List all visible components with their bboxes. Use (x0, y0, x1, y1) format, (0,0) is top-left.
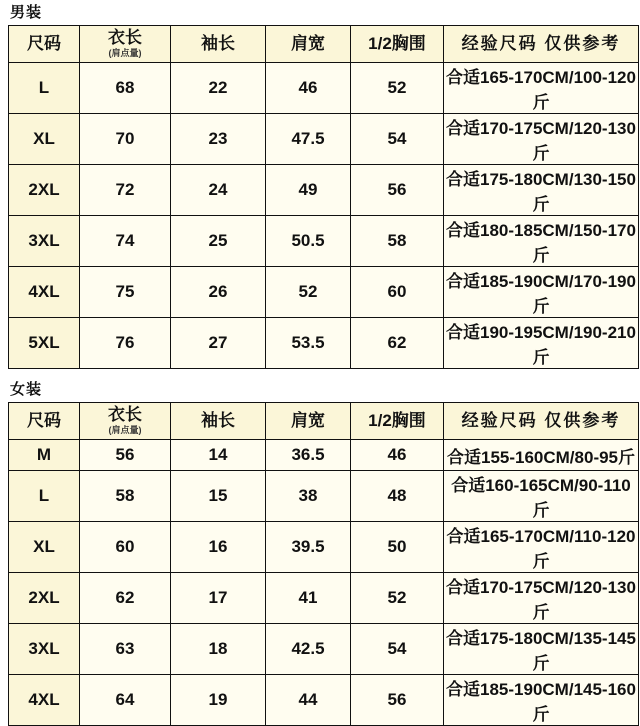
table-row (9, 63, 639, 114)
table-header-row (9, 403, 639, 440)
cell-size: L (9, 471, 80, 522)
column-header-length (80, 403, 171, 440)
column-header-sleeve-label: 袖长 (201, 410, 235, 430)
table-header-row (9, 26, 639, 63)
cell-sleeve: 26 (171, 267, 266, 318)
cell-note: 合适190-195CM/190-210斤 (444, 318, 639, 369)
table-row (9, 675, 639, 726)
table-row (9, 522, 639, 573)
cell-size: XL (9, 522, 80, 573)
cell-sleeve: 25 (171, 216, 266, 267)
cell-sleeve: 23 (171, 114, 266, 165)
cell-shoulder: 36.5 (266, 440, 351, 471)
table-body (9, 63, 639, 369)
cell-chest: 54 (351, 624, 444, 675)
cell-length: 60 (80, 522, 171, 573)
column-header-length-sub: (肩点量) (108, 47, 142, 58)
cell-chest: 52 (351, 63, 444, 114)
column-header-length (80, 26, 171, 63)
size-table-womens (8, 402, 639, 726)
cell-note: 合适175-180CM/135-145斤 (444, 624, 639, 675)
cell-chest: 60 (351, 267, 444, 318)
table-head (9, 403, 639, 440)
cell-length: 56 (80, 440, 171, 471)
cell-shoulder: 39.5 (266, 522, 351, 573)
cell-note: 合适165-170CM/110-120斤 (444, 522, 639, 573)
table-row (9, 440, 639, 471)
table-row (9, 114, 639, 165)
table-head (9, 26, 639, 63)
table-body (9, 440, 639, 726)
column-header-sleeve (171, 26, 266, 63)
column-header-sleeve (171, 403, 266, 440)
column-header-shoulder-label: 肩宽 (291, 33, 325, 53)
cell-note: 合适180-185CM/150-170斤 (444, 216, 639, 267)
cell-note: 合适155-160CM/80-95斤 (444, 440, 639, 471)
cell-size: L (9, 63, 80, 114)
cell-chest: 54 (351, 114, 444, 165)
cell-length: 58 (80, 471, 171, 522)
column-header-shoulder (266, 26, 351, 63)
section-title-womens: 女装 (10, 381, 43, 398)
section-divider (0, 369, 640, 377)
cell-chest: 52 (351, 573, 444, 624)
column-header-length-label: 衣长 (108, 405, 142, 425)
cell-sleeve: 15 (171, 471, 266, 522)
column-header-shoulder (266, 403, 351, 440)
cell-sleeve: 22 (171, 63, 266, 114)
cell-length: 63 (80, 624, 171, 675)
column-header-note (444, 26, 639, 63)
column-header-size-label: 尺码 (27, 410, 61, 430)
cell-chest: 50 (351, 522, 444, 573)
cell-note: 合适165-170CM/100-120斤 (444, 63, 639, 114)
cell-shoulder: 44 (266, 675, 351, 726)
column-header-chest (351, 403, 444, 440)
cell-sleeve: 16 (171, 522, 266, 573)
cell-size: 2XL (9, 573, 80, 624)
cell-shoulder: 47.5 (266, 114, 351, 165)
cell-sleeve: 27 (171, 318, 266, 369)
column-header-chest (351, 26, 444, 63)
column-header-shoulder-label: 肩宽 (291, 410, 325, 430)
cell-length: 64 (80, 675, 171, 726)
column-header-length-sub: (肩点量) (108, 424, 142, 435)
cell-length: 74 (80, 216, 171, 267)
cell-length: 76 (80, 318, 171, 369)
cell-sleeve: 18 (171, 624, 266, 675)
cell-length: 70 (80, 114, 171, 165)
table-row (9, 216, 639, 267)
cell-length: 75 (80, 267, 171, 318)
cell-note: 合适185-190CM/170-190斤 (444, 267, 639, 318)
cell-size: 4XL (9, 675, 80, 726)
column-header-note (444, 403, 639, 440)
cell-sleeve: 19 (171, 675, 266, 726)
cell-shoulder: 38 (266, 471, 351, 522)
column-header-chest-label: 1/2胸围 (368, 33, 426, 53)
column-header-size (9, 403, 80, 440)
cell-chest: 56 (351, 675, 444, 726)
column-header-size (9, 26, 80, 63)
cell-note: 合适175-180CM/130-150斤 (444, 165, 639, 216)
cell-size: 3XL (9, 216, 80, 267)
cell-size: 5XL (9, 318, 80, 369)
column-header-chest-label: 1/2胸围 (368, 410, 426, 430)
table-row (9, 267, 639, 318)
column-header-note-label: 经验尺码 仅供参考 (461, 410, 621, 430)
cell-note: 合适170-175CM/120-130斤 (444, 114, 639, 165)
cell-note: 合适185-190CM/145-160斤 (444, 675, 639, 726)
cell-size: 4XL (9, 267, 80, 318)
section-title-mens: 男装 (10, 4, 43, 21)
cell-shoulder: 41 (266, 573, 351, 624)
table-row (9, 573, 639, 624)
cell-length: 72 (80, 165, 171, 216)
section-womens (0, 377, 640, 726)
table-row (9, 624, 639, 675)
cell-chest: 58 (351, 216, 444, 267)
table-row (9, 165, 639, 216)
cell-size: M (9, 440, 80, 471)
column-header-length-label: 衣长 (108, 28, 142, 48)
cell-chest: 62 (351, 318, 444, 369)
column-header-size-label: 尺码 (27, 33, 61, 53)
cell-shoulder: 52 (266, 267, 351, 318)
size-table-mens (8, 25, 639, 369)
cell-size: XL (9, 114, 80, 165)
cell-shoulder: 46 (266, 63, 351, 114)
cell-shoulder: 53.5 (266, 318, 351, 369)
cell-sleeve: 24 (171, 165, 266, 216)
cell-length: 62 (80, 573, 171, 624)
cell-chest: 48 (351, 471, 444, 522)
cell-size: 2XL (9, 165, 80, 216)
cell-chest: 46 (351, 440, 444, 471)
cell-note: 合适160-165CM/90-110斤 (444, 471, 639, 522)
cell-shoulder: 49 (266, 165, 351, 216)
cell-shoulder: 42.5 (266, 624, 351, 675)
column-header-sleeve-label: 袖长 (201, 33, 235, 53)
table-row (9, 318, 639, 369)
cell-length: 68 (80, 63, 171, 114)
cell-chest: 56 (351, 165, 444, 216)
cell-size: 3XL (9, 624, 80, 675)
column-header-note-label: 经验尺码 仅供参考 (461, 33, 621, 53)
cell-sleeve: 17 (171, 573, 266, 624)
cell-shoulder: 50.5 (266, 216, 351, 267)
cell-note: 合适170-175CM/120-130斤 (444, 573, 639, 624)
cell-sleeve: 14 (171, 440, 266, 471)
